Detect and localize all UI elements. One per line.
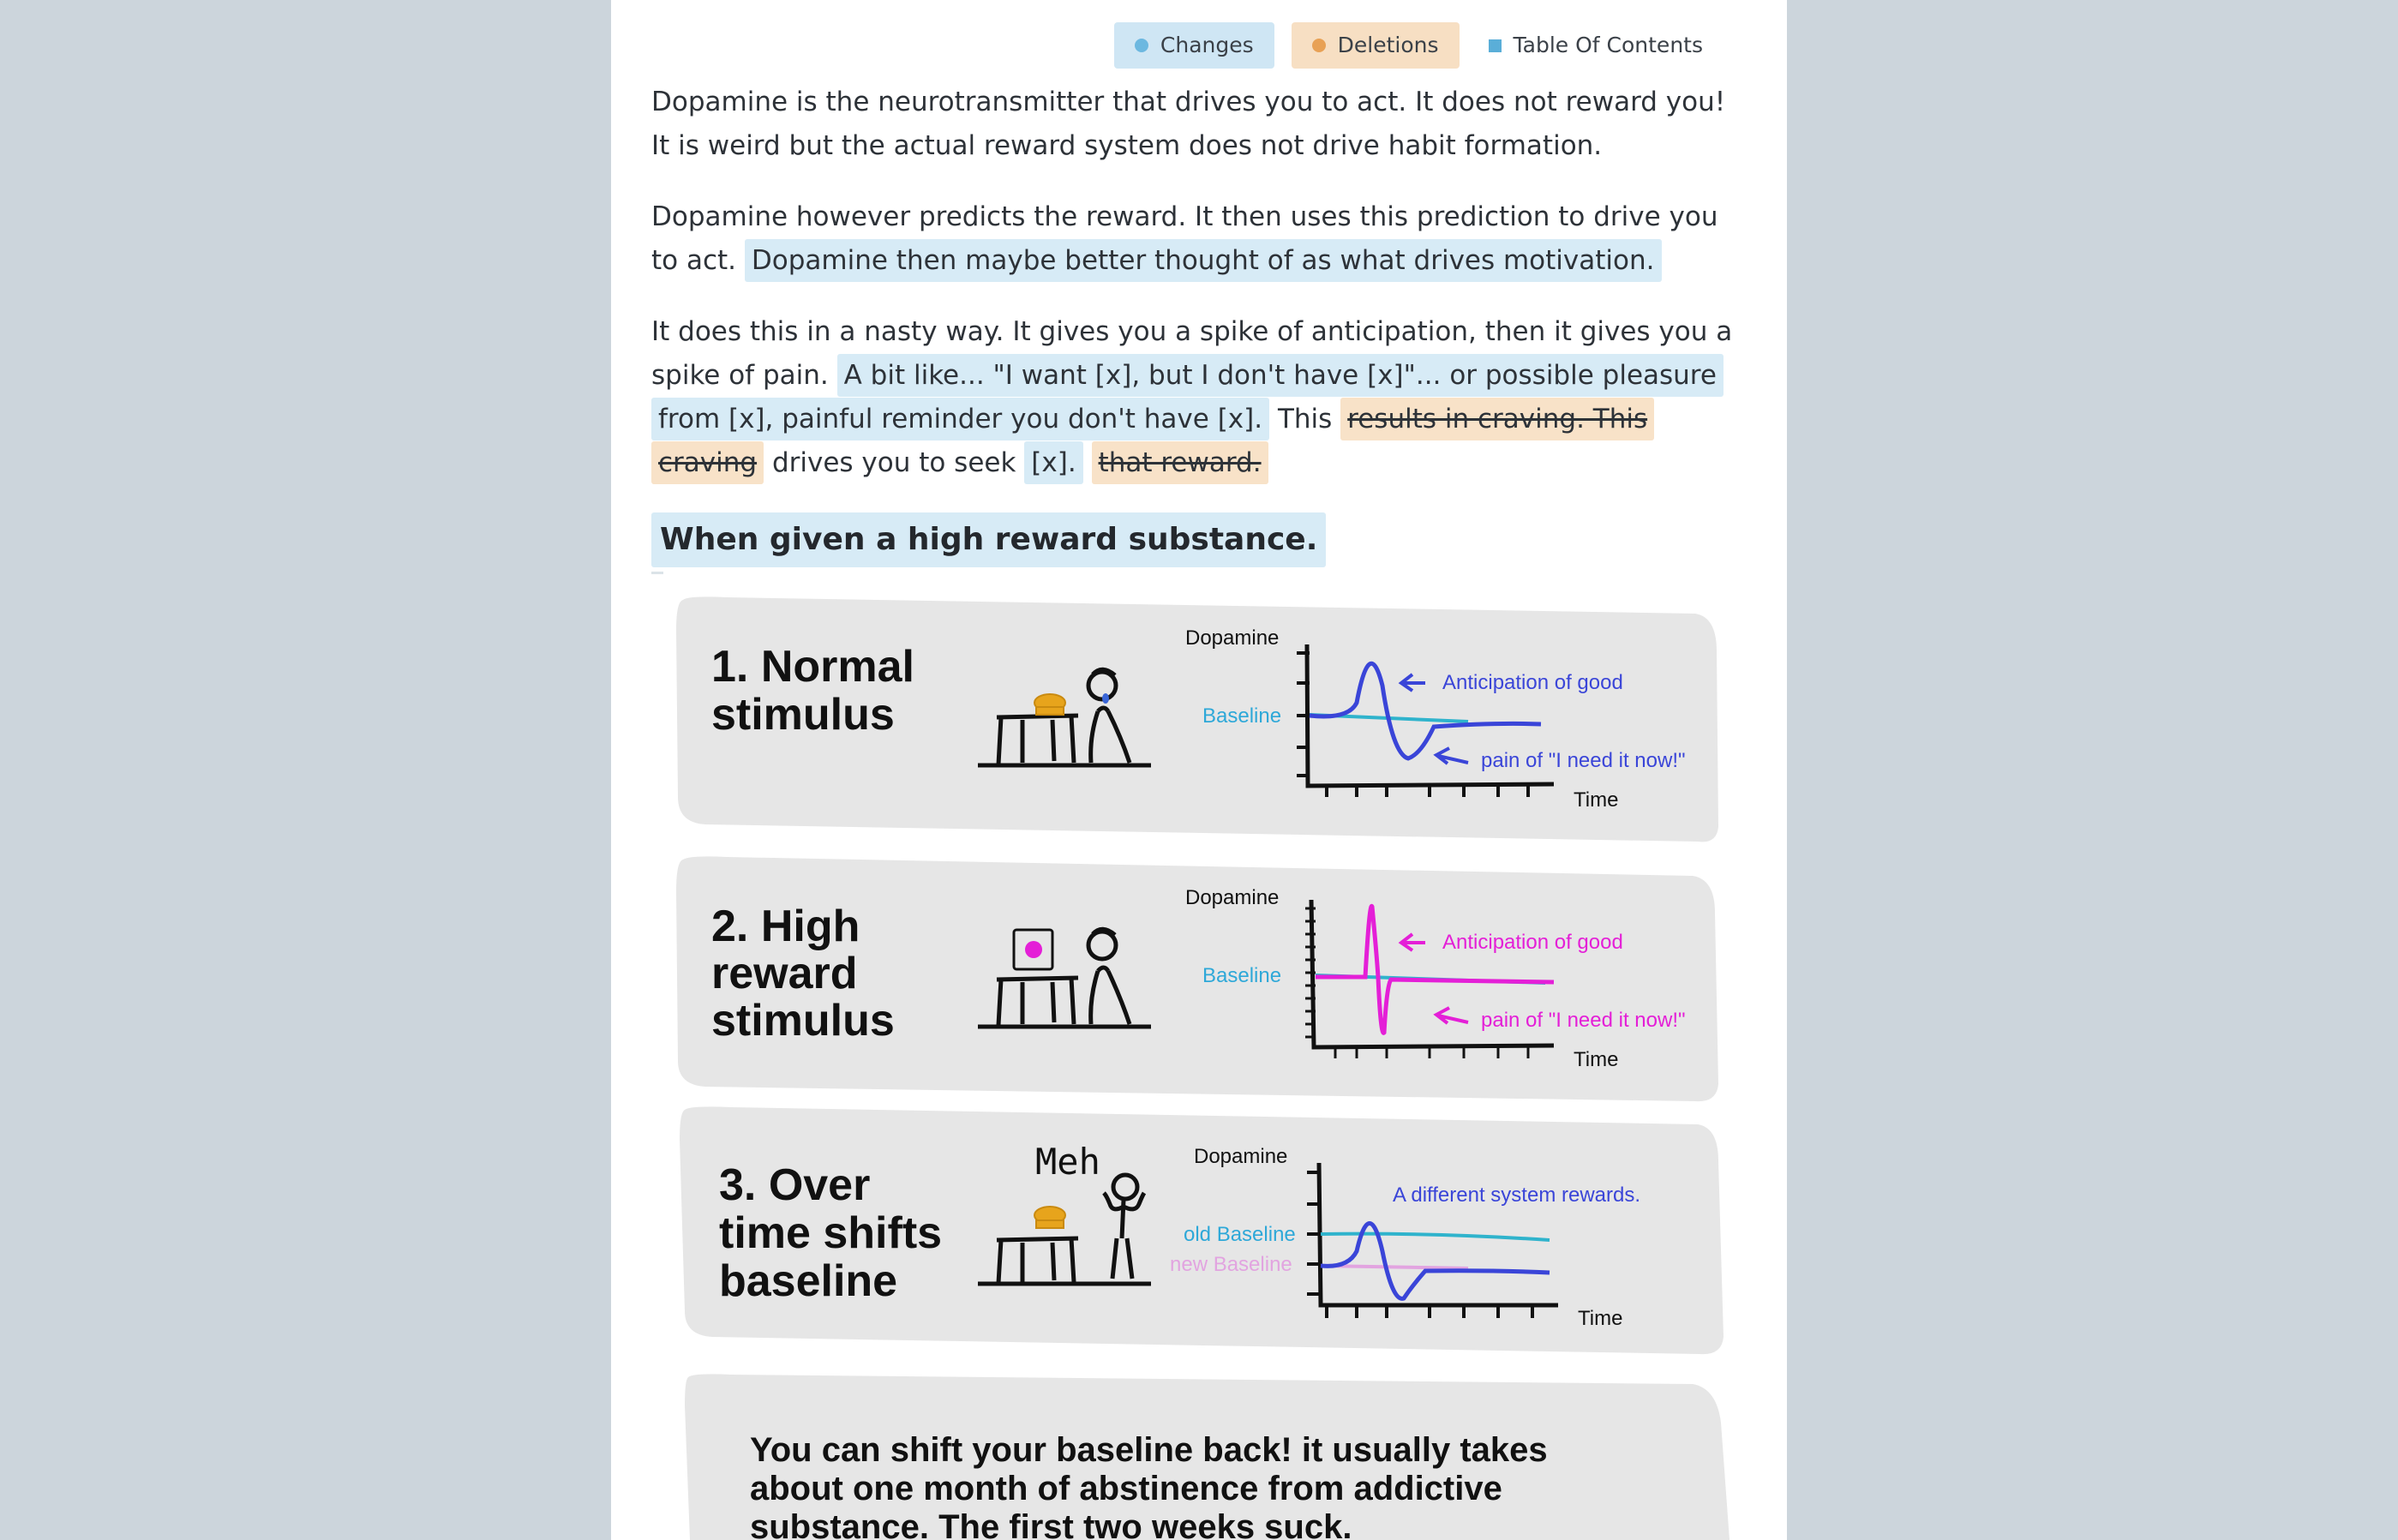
panel-3-x-label: Time [1578, 1307, 1623, 1330]
panel-3-title-line-3: baseline [719, 1256, 898, 1306]
panel-1-anticipation-label: Anticipation of good [1442, 671, 1623, 694]
panel-2-y-label: Dopamine [1185, 886, 1280, 909]
paragraph-3-text-b: This [1277, 404, 1333, 434]
panel-3-title-line-2: time shifts [719, 1208, 943, 1258]
panel-1-title-line-2: stimulus [711, 690, 895, 740]
change-highlight: A bit like... "I want [x], but I don't have [x]"... or possible pleasure from [x], painful reminder you don't have [x]. [651, 354, 1724, 440]
panel-2-title-line-2: reward [711, 949, 858, 998]
panel-shifted-baseline [680, 1106, 1724, 1354]
panel-2-x-label: Time [1574, 1048, 1619, 1071]
panel-1-x-label: Time [1574, 788, 1619, 812]
panel-4-line-3: substance. The first two weeks suck. [750, 1508, 1352, 1540]
drool-icon [1102, 693, 1109, 704]
dopamine-illustration [611, 0, 1787, 1540]
legend-toc-label: Table Of Contents [1513, 33, 1703, 57]
document-page [611, 0, 1787, 1540]
legend-deletions-label: Deletions [1337, 33, 1439, 57]
legend-changes-label: Changes [1160, 33, 1254, 57]
deletion-highlight: results in craving. This craving [651, 398, 1654, 484]
panel-2-title-line-1: 2. High [711, 902, 860, 951]
panel-2-pain-label: pain of "I need it now!" [1481, 1009, 1686, 1032]
panel-3-other-system-label: A different system rewards. [1393, 1183, 1641, 1207]
panel-recovery-note [685, 1374, 1730, 1540]
paragraph-3-text-a: It does this in a nasty way. It gives you a spike of anticipation, then it gives you a spike of pain. [651, 316, 1733, 391]
panel-2-baseline-label: Baseline [1202, 964, 1282, 987]
substance-icon [1025, 941, 1042, 958]
panel-3-y-label: Dopamine [1194, 1145, 1288, 1168]
panel-3-new-baseline-label: new Baseline [1170, 1253, 1292, 1276]
panel-2-anticipation-label: Anticipation of good [1442, 931, 1623, 954]
change-highlight: Dopamine then maybe better thought of as what drives motivation. [745, 239, 1662, 282]
panel-1-baseline-label: Baseline [1202, 704, 1282, 728]
deletion-highlight: that reward. [1092, 441, 1268, 484]
speech-text: Meh [1035, 1141, 1100, 1183]
paragraph-1-text: Dopamine is the neurotransmitter that drives you to act. It does not reward you! It is weird but the actual reward system does not drive habit formation. [651, 87, 1726, 161]
panel-4-line-1: You can shift your baseline back! it usually takes [750, 1431, 1548, 1469]
panel-2-title-line-3: stimulus [711, 996, 895, 1046]
paragraph-2-text: Dopamine however predicts the reward. It then uses this prediction to drive you to act. [651, 201, 1718, 276]
section-heading: When given a high reward substance. [651, 512, 1326, 567]
panel-high-reward [676, 856, 1718, 1101]
panel-1-title-line-1: 1. Normal [711, 642, 914, 692]
paragraph-3-text-c: drives you to seek [771, 447, 1016, 478]
panel-1-pain-label: pain of "I need it now!" [1481, 749, 1686, 772]
panel-4-line-2: about one month of abstinence from addictive [750, 1470, 1502, 1507]
change-highlight: [x]. [1024, 441, 1082, 484]
panel-3-title-line-1: 3. Over [719, 1160, 871, 1210]
panel-3-old-baseline-label: old Baseline [1184, 1223, 1296, 1246]
panel-normal-stimulus [676, 596, 1718, 842]
panel-1-y-label: Dopamine [1185, 626, 1280, 650]
